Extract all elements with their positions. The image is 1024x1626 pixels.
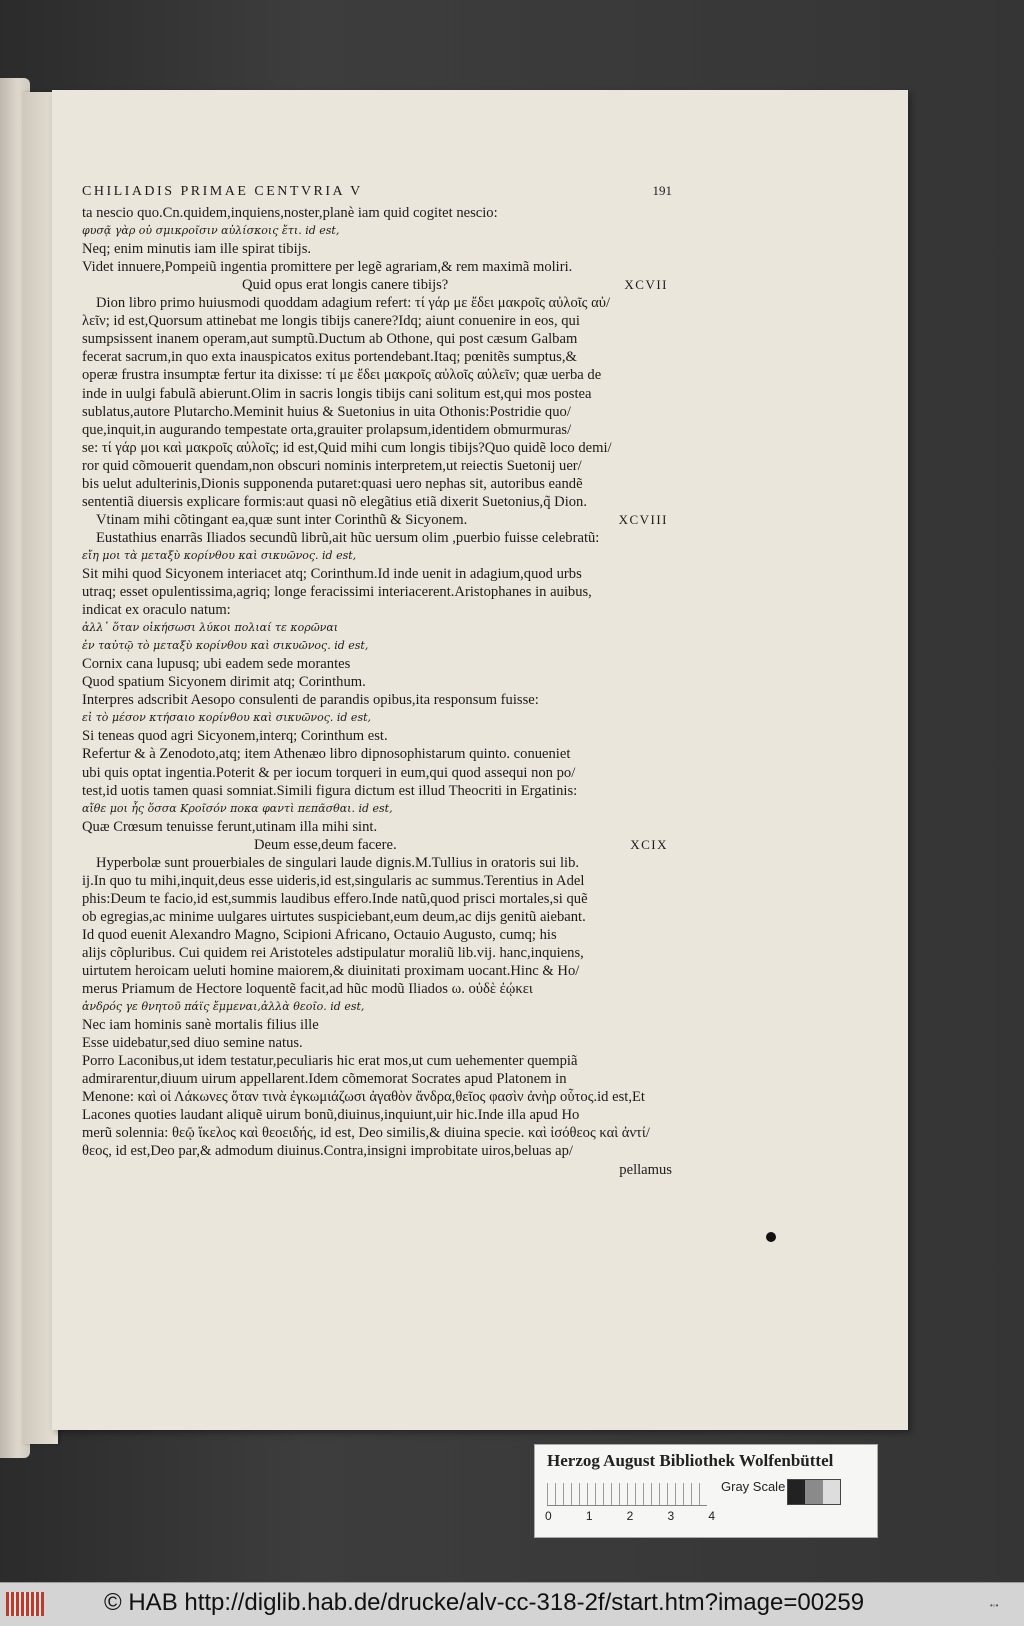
text-line: Si teneas quod agri Sicyonem,interq; Corinthum est. — [82, 728, 388, 745]
text-line: Menone: καὶ οἱ Λάκωνες ὅταν τινὰ ἐγκωμιάζωσι ἀγαθὸν ἄνδρα,θεῖος φασὶν ἀνὴρ οὗτος.id est,Et — [82, 1089, 645, 1106]
greek-quote-line: εἰ τὸ μέσον κτήσαιο κορίνθου καὶ σικυῶνος. id est, — [82, 711, 372, 725]
greek-quote-line: ἀλλ᾽ ὅταν οἰκήσωσι λύκοι πολιαί τε κορῶναι — [82, 621, 339, 635]
text-line: Neq; enim minutis iam ille spirat tibijs. — [82, 241, 312, 258]
text-line: pellamus — [619, 1161, 672, 1178]
text-line: Esse uidebatur,sed diuo semine natus. — [82, 1035, 303, 1052]
text-line: que,inquit,in augurando tempestate orta,grauiter prolapsum,identidem obmurmuras/ — [82, 421, 572, 438]
running-head: CHILIADIS PRIMAE CENTVRIA V — [82, 184, 363, 199]
text-line: se: τί γάρ μοι καὶ μακροῖς αὐλοῖς; id est,Quid mihi cum longis tibijs?Quo quidẽ loco demi/ — [82, 439, 612, 456]
gray-scale-swatches — [787, 1479, 841, 1505]
text-line: alijs cõpluribus. Cui quidem rei Aristoteles adstipulatur moraliũ lib.vij. hanc,inquiens, — [82, 944, 584, 961]
text-line: Sit mihi quod Sicyonem interiacet atq; Corinthum.Id inde uenit in adagium,quod urbs — [82, 565, 582, 582]
text-line: Eustathius enarrãs Iliados secundũ librũ,ait hũc uersum olim ,puerbio fuisse celebratũ: — [96, 529, 600, 546]
text-line: fecerat sacrum,in quo exta inauspicatos exitus portendebant.Itaq; pœnitẽs sumptus,& — [82, 349, 577, 366]
page-text-block — [82, 182, 672, 1179]
book-page — [52, 90, 908, 1430]
text-line: Lacones quoties laudant aliquẽ uirum bonũ,diuinus,inquiunt,uir hic.Inde illa apud Ho — [82, 1107, 580, 1124]
text-line: ubi quis optat ingentia.Poterit & per iocum torqueri in eum,qui quod assequi non po/ — [82, 764, 576, 781]
gray-swatch — [823, 1480, 840, 1504]
text-line: ob egregias,ac minime uulgares uirtutes suspiciebant,eum deum,ac dijs genitũ aiebant. — [82, 908, 586, 925]
text-line: bis uelut adulterinis,Dionis supponenda putaret:quasi uero nephas sit, autoribus eandẽ — [82, 475, 583, 492]
section-number: XCIX — [630, 836, 668, 852]
text-line: Dion libro primo huiusmodi quoddam adagium refert: τί γάρ με ἔδει μακροῖς αὐλοῖς αὐ/ — [96, 295, 611, 312]
text-line: ij.In quo tu mihi,inquit,deus esse uideris,id est,singularis ac summus.Terentius in Adel — [82, 872, 585, 889]
library-name: Herzog August Bibliothek Wolfenbüttel — [547, 1451, 834, 1470]
greek-quote-line: ἀνδρός γε θνητοῦ πάϊς ἔμμεναι,ἀλλὰ θεοῖο. id est, — [82, 1000, 365, 1014]
measurement-ruler — [547, 1483, 707, 1506]
text-lines — [82, 204, 672, 1179]
text-line: merus Priamum de Hectore loquentẽ facit,ad hũc modũ Iliados ω. οὐδὲ ἐῴκει — [82, 981, 533, 998]
text-line: indicat ex oraculo natum: — [82, 602, 231, 619]
greek-quote-line: εἴη μοι τὰ μεταξὺ κορίνθου καὶ σικυῶνος. id est, — [82, 548, 357, 562]
section-number: XCVIII — [618, 511, 668, 527]
viewer-footer — [0, 1582, 1024, 1626]
text-line: Id quod euenit Alexandro Magno, Scipioni Africano, Octauio Augusto, cumq; his — [82, 926, 557, 943]
text-line: ta nescio quo.Cn.quidem,inquiens,noster,planè iam quid cogitet nescio: — [82, 205, 498, 222]
text-line: Videt innuere,Pompeiũ ingentia promittere per legẽ agrariam,& rem maximã moliri. — [82, 259, 573, 276]
gray-swatch — [805, 1480, 822, 1504]
text-line: merũ solennia: θεῷ ἴκελος καὶ θεοειδής, id est, Deo similis,& diuina specie. καὶ ἰσόθεος καὶ ἀντί/ — [82, 1125, 650, 1142]
hab-logo-icon — [6, 1592, 44, 1616]
section-title: Deum esse,deum facere. — [254, 836, 397, 853]
ruler-numbers — [545, 1509, 715, 1523]
text-line: ror quid cõmouerit quendam,non obscuri nominis interpretem,ut reiectis Suetonij uer/ — [82, 457, 582, 474]
section-heading — [82, 511, 672, 529]
text-line: Refertur & à Zenodoto,atq; item Athenæo libro dipnosophistarum quinto. conueniet — [82, 746, 571, 763]
greek-quote-line: ἐν ταὐτῷ τὸ μεταξὺ κορίνθου καὶ σικυῶνος. id est, — [82, 639, 369, 653]
text-line: inde in uulgi fabulã abierunt.Olim in sacris longis tibijs cani solitum est,qui mos postea — [82, 385, 592, 402]
text-line: uirtutem heroicam ueluti homine maiorem,& diuinitati proximam uocant.Hinc & Ho/ — [82, 963, 580, 980]
section-number: XCVII — [624, 277, 668, 293]
ruler-number: 2 — [626, 1509, 634, 1523]
text-line: sententiã diuersis explicare formis:aut quasi nõ elegãtius etiã dixerit Suetonius,q̃ Dion. — [82, 493, 587, 510]
greek-quote-line: φυσᾷ γὰρ οὐ σμικροῖσιν αὐλίσκοις ἔτι. id est, — [82, 224, 340, 238]
text-line: Hyperbolæ sunt prouerbiales de singulari laude dignis.M.Tullius in oratoris sui lib. — [96, 854, 580, 871]
section-title: Quid opus erat longis canere tibijs? — [242, 277, 449, 294]
text-line: Cornix cana lupusq; ubi eadem sede morantes — [82, 656, 351, 673]
library-color-label — [534, 1444, 878, 1538]
text-line: Interpres adscribit Aesopo consulenti de parandis opibus,ita responsum fuisse: — [82, 692, 539, 709]
text-line: Porro Laconibus,ut idem testatur,peculiaris hic erat mos,ut cum uehementer quempiã — [82, 1053, 578, 1070]
ruler-number: 0 — [545, 1509, 552, 1523]
text-line: θεος, id est,Deo par,& admodum diuinus.Contra,insigni improbitate uiros,beluas ap/ — [82, 1143, 573, 1160]
footer-dots: •◦• — [990, 1601, 999, 1610]
section-heading — [82, 276, 672, 294]
text-line: operæ frustra insumptæ fertur ita dixisse: τί με ἔδει μακροῖς αὐλοῖς αὐλεῖν; quæ uerba de — [82, 367, 602, 384]
gray-scale-label: Gray Scale — [721, 1479, 786, 1494]
text-line: Nec iam hominis sanè mortalis filius ille — [82, 1017, 319, 1034]
ruler-number: 3 — [667, 1509, 675, 1523]
folio-number: 191 — [652, 183, 672, 198]
section-title: Vtinam mihi cõtingant ea,quæ sunt inter Corinthũ & Sicyonem. — [96, 511, 468, 528]
text-line: admirarentur,diuum uirum appellarent.Idem cõmemorat Socrates apud Platonem in — [82, 1071, 567, 1088]
greek-quote-line: αἴθε μοι ἦς ὅσσα Κροῖσόν ποκα φαντὶ πεπᾶσθαι. id est, — [82, 801, 393, 815]
text-line: sumpsissent inanem operam,aut sumptũ.Ductum ab Othone, qui post cæsum Galbam — [82, 331, 578, 348]
margin-dot-mark — [766, 1232, 776, 1242]
text-line: sublatus,autore Plutarcho.Meminit huius & Suetonius in uita Othonis:Postridie quo/ — [82, 403, 571, 420]
text-line: λεῖν; id est,Quorsum attinebat me longis tibijs canere?Idq; aiunt conuenire in eos, qui — [82, 313, 580, 330]
ruler-number: 1 — [585, 1509, 593, 1523]
gray-swatch — [788, 1480, 805, 1504]
text-line: phis:Deum te facio,id est,summis laudibus effero.Inde natũ,quod prisci mortales,si quẽ — [82, 890, 588, 907]
text-line: Quod spatium Sicyonem dirimit atq; Corinthum. — [82, 674, 366, 691]
text-line: test,id uotis tamen quasi somniat.Simili figura dictum est illud Theocriti in Ergatinis: — [82, 782, 578, 799]
footer-url-text[interactable]: © HAB http://diglib.hab.de/drucke/alv-cc-318-2f/start.htm?image=00259 — [104, 1589, 865, 1616]
text-line: Quæ Crœsum tenuisse ferunt,utinam illa mihi sint. — [82, 818, 378, 835]
section-heading — [82, 836, 672, 854]
running-head-row — [82, 182, 672, 201]
ruler-number: 4 — [708, 1509, 715, 1523]
text-line: utraq; esset opulentissima,agriq; longe feracissimi interiacerent.Aristophanes in auibus, — [82, 584, 592, 601]
